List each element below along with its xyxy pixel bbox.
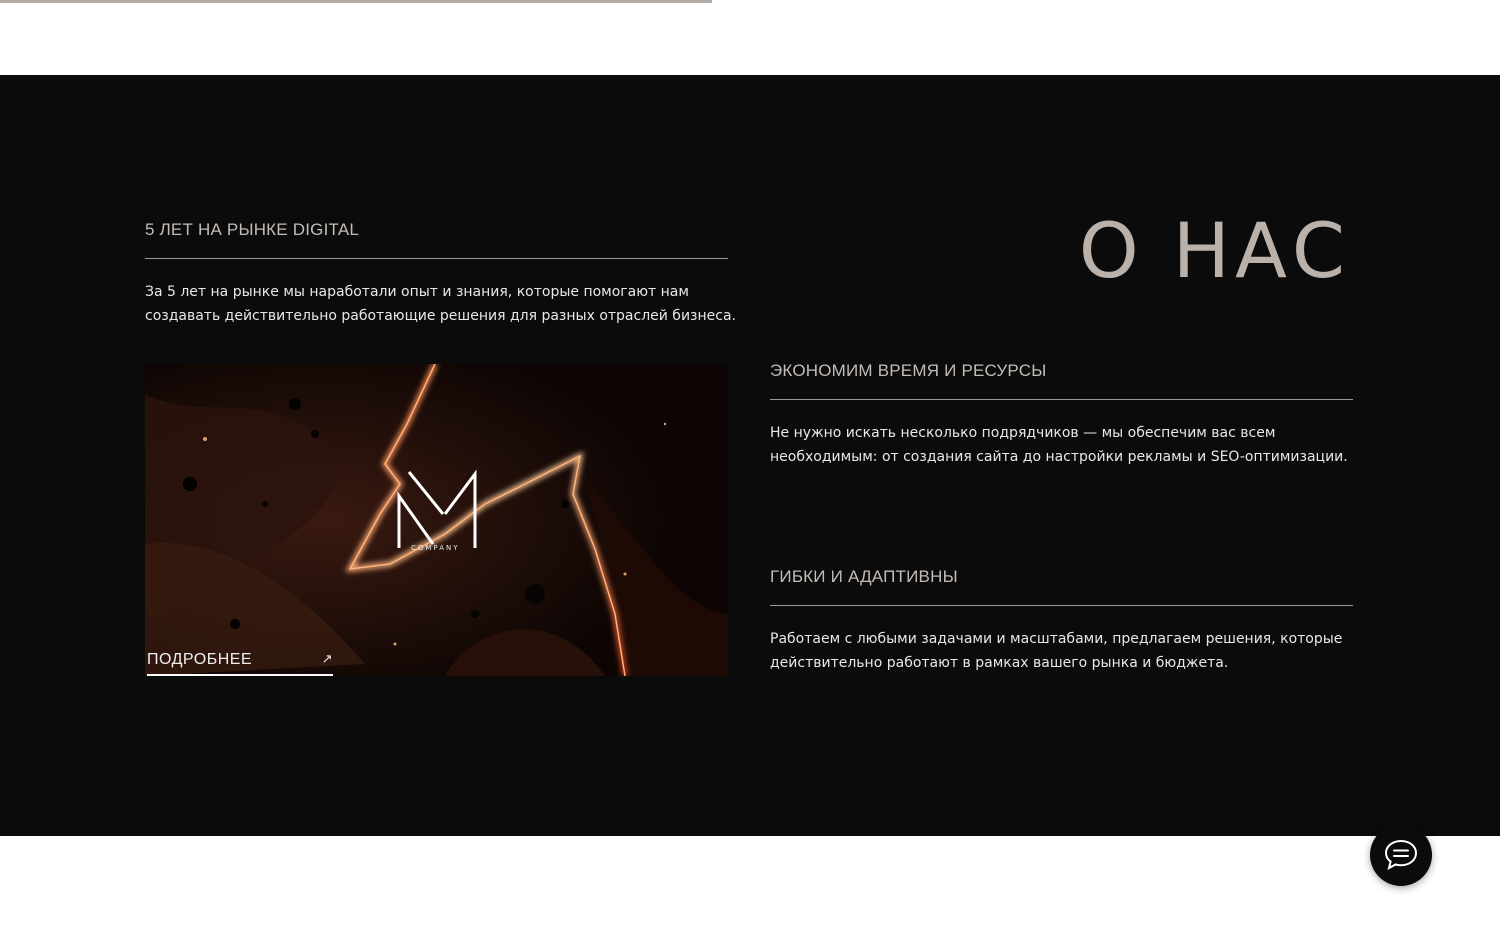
section-title: О НАС <box>1078 206 1350 295</box>
block-text-save-time: Не нужно искать несколько подрядчиков — мы обеспечим вас всем необходимым: от создания сайта до настройки рекламы и SEO-оптимизации. <box>770 425 1348 465</box>
divider <box>770 399 1353 400</box>
divider <box>145 258 728 259</box>
company-image-card[interactable] <box>145 364 728 676</box>
block-heading-experience: 5 ЛЕТ НА РЫНКЕ DIGITAL <box>145 220 360 239</box>
block-heading-save-time: ЭКОНОМИМ ВРЕМЯ И РЕСУРСЫ <box>770 361 1047 380</box>
chat-button[interactable] <box>1370 824 1432 886</box>
divider <box>770 605 1353 606</box>
more-link[interactable] <box>147 651 333 676</box>
company-logo-text: COMPANY <box>411 544 460 552</box>
about-section <box>0 75 1500 836</box>
arrow-up-right-icon: ↗ <box>321 651 333 666</box>
more-link-underline <box>147 674 333 676</box>
chat-bubble-icon <box>1383 838 1419 872</box>
abstract-background-image <box>145 364 728 676</box>
page-scroll-progress <box>0 0 712 3</box>
block-text-experience: За 5 лет на рынке мы наработали опыт и знания, которые помогают нам создавать действительно работающие решения для разных отраслей бизнеса. <box>145 284 736 324</box>
block-heading-flexible: ГИБКИ И АДАПТИВНЫ <box>770 567 958 586</box>
more-link-label: ПОДРОБНЕЕ <box>147 651 253 668</box>
block-text-flexible: Работаем с любыми задачами и масштабами, предлагаем решения, которые действительно работают в рамках вашего рынка и бюджета. <box>770 631 1343 671</box>
